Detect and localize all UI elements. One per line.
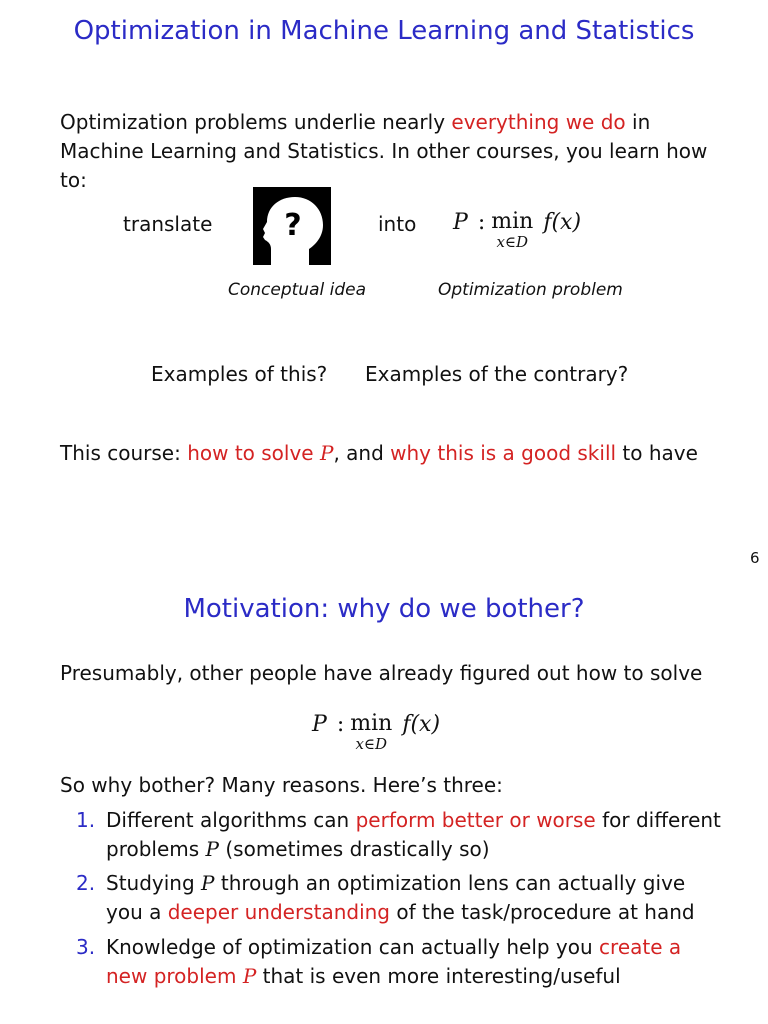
slide2-intro: Presumably, other people have already figured out how to solve (60, 661, 703, 685)
slide-title: Optimization in Machine Learning and Statistics (73, 16, 695, 46)
translate-label: translate (123, 212, 213, 236)
formula2-colon: : (336, 712, 345, 737)
course-text-b: , and (333, 441, 391, 465)
formula2-min: min (350, 711, 393, 736)
formula-min-block (491, 210, 533, 250)
formula-min: min (491, 209, 534, 234)
item3-text-a: Knowledge of optimization can actually help you (106, 935, 600, 959)
list-item (76, 933, 726, 991)
list-item-body (106, 869, 726, 927)
formula2-fx: f(x) (402, 712, 441, 737)
course-highlight-1-P: P (319, 441, 334, 465)
formula2-subscript: x∈D (355, 735, 388, 753)
course-sentence (60, 439, 730, 468)
examples-this: Examples of this? (151, 362, 328, 386)
course-text-c: to have (616, 441, 698, 465)
page-number: 6 (750, 549, 760, 567)
formula-P: P (453, 210, 468, 235)
list-item (76, 806, 726, 864)
item2-P: P (201, 871, 215, 895)
item3-P: P (242, 964, 257, 988)
list-item-body (106, 933, 726, 991)
item1-text-b: for different problems (106, 808, 721, 861)
head-question-icon (253, 187, 331, 265)
course-text-a: This course: (60, 441, 188, 465)
formula2-min-block (350, 712, 392, 752)
into-label: into (378, 212, 417, 236)
formula-subscript: x∈D (496, 233, 529, 251)
course-highlight-2: why this is a good skill (390, 441, 617, 465)
formula-top (453, 210, 581, 250)
question-mark-glyph: ? (284, 208, 302, 243)
course-highlight-1: how to solve (187, 441, 320, 465)
item3-text-c: that is even more interesting/useful (256, 964, 621, 988)
list-item-body (106, 806, 726, 864)
list-number: 2. (76, 871, 96, 895)
formula2-P: P (312, 712, 327, 737)
intro-paragraph (60, 108, 730, 195)
list-number: 3. (76, 935, 96, 959)
caption-optimization: Optimization problem (438, 280, 623, 300)
examples-contrary: Examples of the contrary? (365, 362, 629, 386)
item2-text-b: through an optimization lens can actually give you a (106, 871, 686, 924)
formula-colon: : (477, 210, 486, 235)
item1-text-c: (sometimes drastically so) (219, 837, 490, 861)
intro-text-b: in Machine Learning and Statistics. In other courses, you learn how to: (60, 110, 708, 192)
formula-fx: f(x) (543, 210, 582, 235)
intro-text-a: Optimization problems underlie nearly (60, 110, 452, 134)
item2-highlight: deeper understanding (167, 900, 390, 924)
list-item (76, 869, 726, 927)
formula-bottom (312, 712, 440, 752)
item2-text-c: of the task/procedure at hand (390, 900, 695, 924)
item2-text-a: Studying (106, 871, 202, 895)
list-number: 1. (76, 808, 96, 832)
intro-highlight: everything we do (451, 110, 626, 134)
item3-highlight: create a new problem (106, 935, 682, 988)
item1-P: P (205, 837, 219, 861)
reasons-intro: So why bother? Many reasons. Here’s three: (60, 773, 503, 797)
item1-text-a: Different algorithms can (106, 808, 356, 832)
item1-highlight: perform better or worse (355, 808, 596, 832)
caption-conceptual: Conceptual idea (228, 280, 367, 300)
slide2-title: Motivation: why do we bother? (183, 594, 585, 624)
